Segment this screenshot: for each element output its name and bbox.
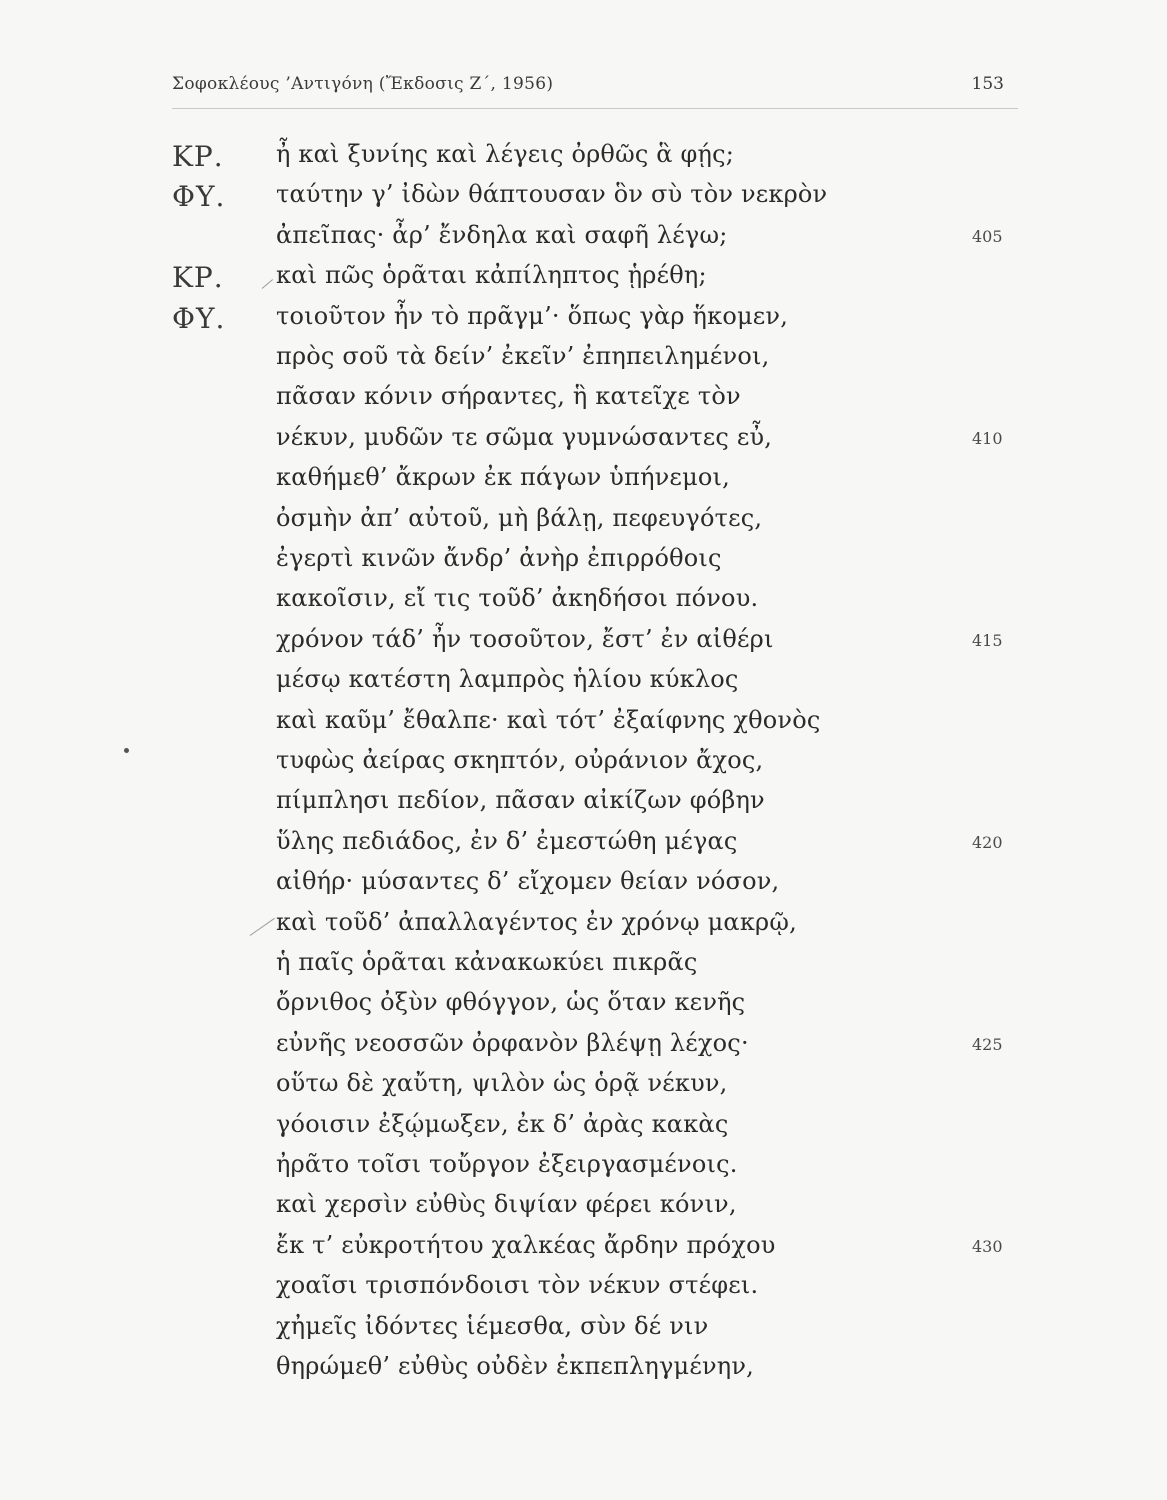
verse-text: τοιοῦτον ἦν τὸ πρᾶγμ’· ὅπως γὰρ ἥκομεν, <box>276 301 789 330</box>
verse-text: καὶ χερσὶν εὐθὺς διψίαν φέρει κόνιν, <box>276 1190 737 1219</box>
line-number: 430 <box>972 1236 1003 1256</box>
verse-line <box>0 1150 1167 1190</box>
verse-text: ἡ παῖς ὁρᾶται κἀνακωκύει πικρᾶς <box>276 948 698 976</box>
margin-dot <box>124 748 129 753</box>
verse-line <box>0 180 1167 220</box>
verse-text: οὕτω δὲ χαὔτη, ψιλὸν ὡς ὁρᾷ νέκυν, <box>276 1069 728 1098</box>
verse-line <box>0 1110 1167 1150</box>
header-rule <box>172 108 1018 109</box>
verse-line <box>0 908 1167 948</box>
verse-line <box>0 706 1167 746</box>
line-number: 420 <box>972 832 1003 852</box>
verse-line <box>0 423 1167 463</box>
verse-line <box>0 544 1167 584</box>
verse-text: αἰθήρ· μύσαντες δ’ εἴχομεν θείαν νόσον, <box>276 867 780 896</box>
verse-line <box>0 665 1167 705</box>
verse-line <box>0 625 1167 665</box>
verse-text: ἔκ τ’ εὐκροτήτου χαλκέας ἄρδην πρόχου <box>276 1230 776 1259</box>
verse-line <box>0 140 1167 180</box>
verse-text: ἀπεῖπας· ἆρ’ ἔνδηλα καὶ σαφῆ λέγω; <box>276 220 728 249</box>
verse-text: καὶ καῦμ’ ἔθαλπε· καὶ τότ’ ἐξαίφνης χθονὸς <box>276 705 821 734</box>
verse-line <box>0 1190 1167 1230</box>
running-title: Σοφοκλέους ’Αντιγόνη (Ἔκδοσις Ζ΄, 1956) <box>172 74 554 94</box>
verse-line <box>0 1352 1167 1392</box>
verse-text: καὶ πῶς ὁρᾶται κἀπίληπτος ᾑρέθη; <box>276 261 707 290</box>
verse-line <box>0 261 1167 301</box>
verse-text: ἦ καὶ ξυνίης καὶ λέγεις ὀρθῶς ἃ φῄς; <box>276 140 735 168</box>
verse-text: ὕλης πεδιάδος, ἐν δ’ ἐμεστώθη μέγας <box>276 826 738 855</box>
verse-text: πίμπλησι πεδίον, πᾶσαν αἰκίζων φόβην <box>276 786 765 815</box>
verse-text: πᾶσαν κόνιν σήραντες, ἣ κατεῖχε τὸν <box>276 382 741 411</box>
verse-text: γόοισιν ἐξῴμωξεν, ἐκ δ’ ἀρὰς κακὰς <box>276 1109 729 1138</box>
speaker-label: ΦΥ. <box>172 180 226 214</box>
verse-line <box>0 786 1167 826</box>
verse-line <box>0 1029 1167 1069</box>
line-number: 405 <box>972 226 1003 246</box>
verse-line <box>0 221 1167 261</box>
verse-text: τυφὼς ἀείρας σκηπτόν, οὐράνιον ἄχος, <box>276 746 764 774</box>
verse-line <box>0 342 1167 382</box>
line-number: 415 <box>972 630 1003 650</box>
verse-line <box>0 867 1167 907</box>
verse-line <box>0 1069 1167 1109</box>
verse-line <box>0 988 1167 1028</box>
speaker-label: ΦΥ. <box>172 301 226 335</box>
line-number: 425 <box>972 1034 1003 1054</box>
verse-text: εὐνῆς νεοσσῶν ὀρφανὸν βλέψῃ λέχος· <box>276 1028 749 1057</box>
verse-line <box>0 948 1167 988</box>
verse-text: θηρώμεθ’ εὐθὺς οὐδὲν ἐκπεπληγμένην, <box>276 1352 754 1380</box>
line-number: 410 <box>972 428 1003 448</box>
verse-line <box>0 1312 1167 1352</box>
verse-line <box>0 584 1167 624</box>
verse-line <box>0 463 1167 503</box>
verse-text: ἐγερτὶ κινῶν ἄνδρ’ ἀνὴρ ἐπιρρόθοις <box>276 544 722 572</box>
verse-text: χἠμεῖς ἰδόντες ἱέμεσθα, σὺν δέ νιν <box>276 1311 709 1340</box>
verse-text: καὶ τοῦδ’ ἀπαλλαγέντος ἐν χρόνῳ μακρῷ, <box>276 907 797 936</box>
verse-line <box>0 827 1167 867</box>
verse-text: ὄρνιθος ὀξὺν φθόγγον, ὡς ὅταν κενῆς <box>276 988 746 1017</box>
page-number: 153 <box>971 74 1004 94</box>
verse-line <box>0 382 1167 422</box>
verse-text: χρόνον τάδ’ ἦν τοσοῦτον, ἔστ’ ἐν αἰθέρι <box>276 624 774 653</box>
verse-text: μέσῳ κατέστη λαμπρὸς ἡλίου κύκλος <box>276 665 739 694</box>
verse-line <box>0 1231 1167 1271</box>
speaker-label: ΚΡ. <box>172 140 224 173</box>
verse-line <box>0 302 1167 342</box>
verse-text: κακοῖσιν, εἴ τις τοῦδ’ ἀκηδήσοι πόνου. <box>276 584 759 613</box>
verse-text: χοαῖσι τρισπόνδοισι τὸν νέκυν στέφει. <box>276 1271 759 1300</box>
verse-line <box>0 504 1167 544</box>
verse-text: νέκυν, μυδῶν τε σῶμα γυμνώσαντες εὖ, <box>276 422 773 451</box>
verse-text: ταύτην γ’ ἰδὼν θάπτουσαν ὃν σὺ τὸν νεκρὸν <box>276 180 828 209</box>
verse-text: ὀσμὴν ἀπ’ αὐτοῦ, μὴ βάλῃ, πεφευγότες, <box>276 503 763 532</box>
speaker-label: ΚΡ. <box>172 261 224 295</box>
verse-line <box>0 1271 1167 1311</box>
verse-text: πρὸς σοῦ τὰ δείν’ ἐκεῖν’ ἐπηπειλημένοι, <box>276 342 770 370</box>
verse-line <box>0 746 1167 786</box>
page-header <box>172 74 1004 104</box>
verse-text: ἠρᾶτο τοῖσι τοὔργον ἐξειργασμένοις. <box>276 1150 738 1178</box>
verse-text: καθήμεθ’ ἄκρων ἐκ πάγων ὑπήνεμοι, <box>276 463 730 492</box>
